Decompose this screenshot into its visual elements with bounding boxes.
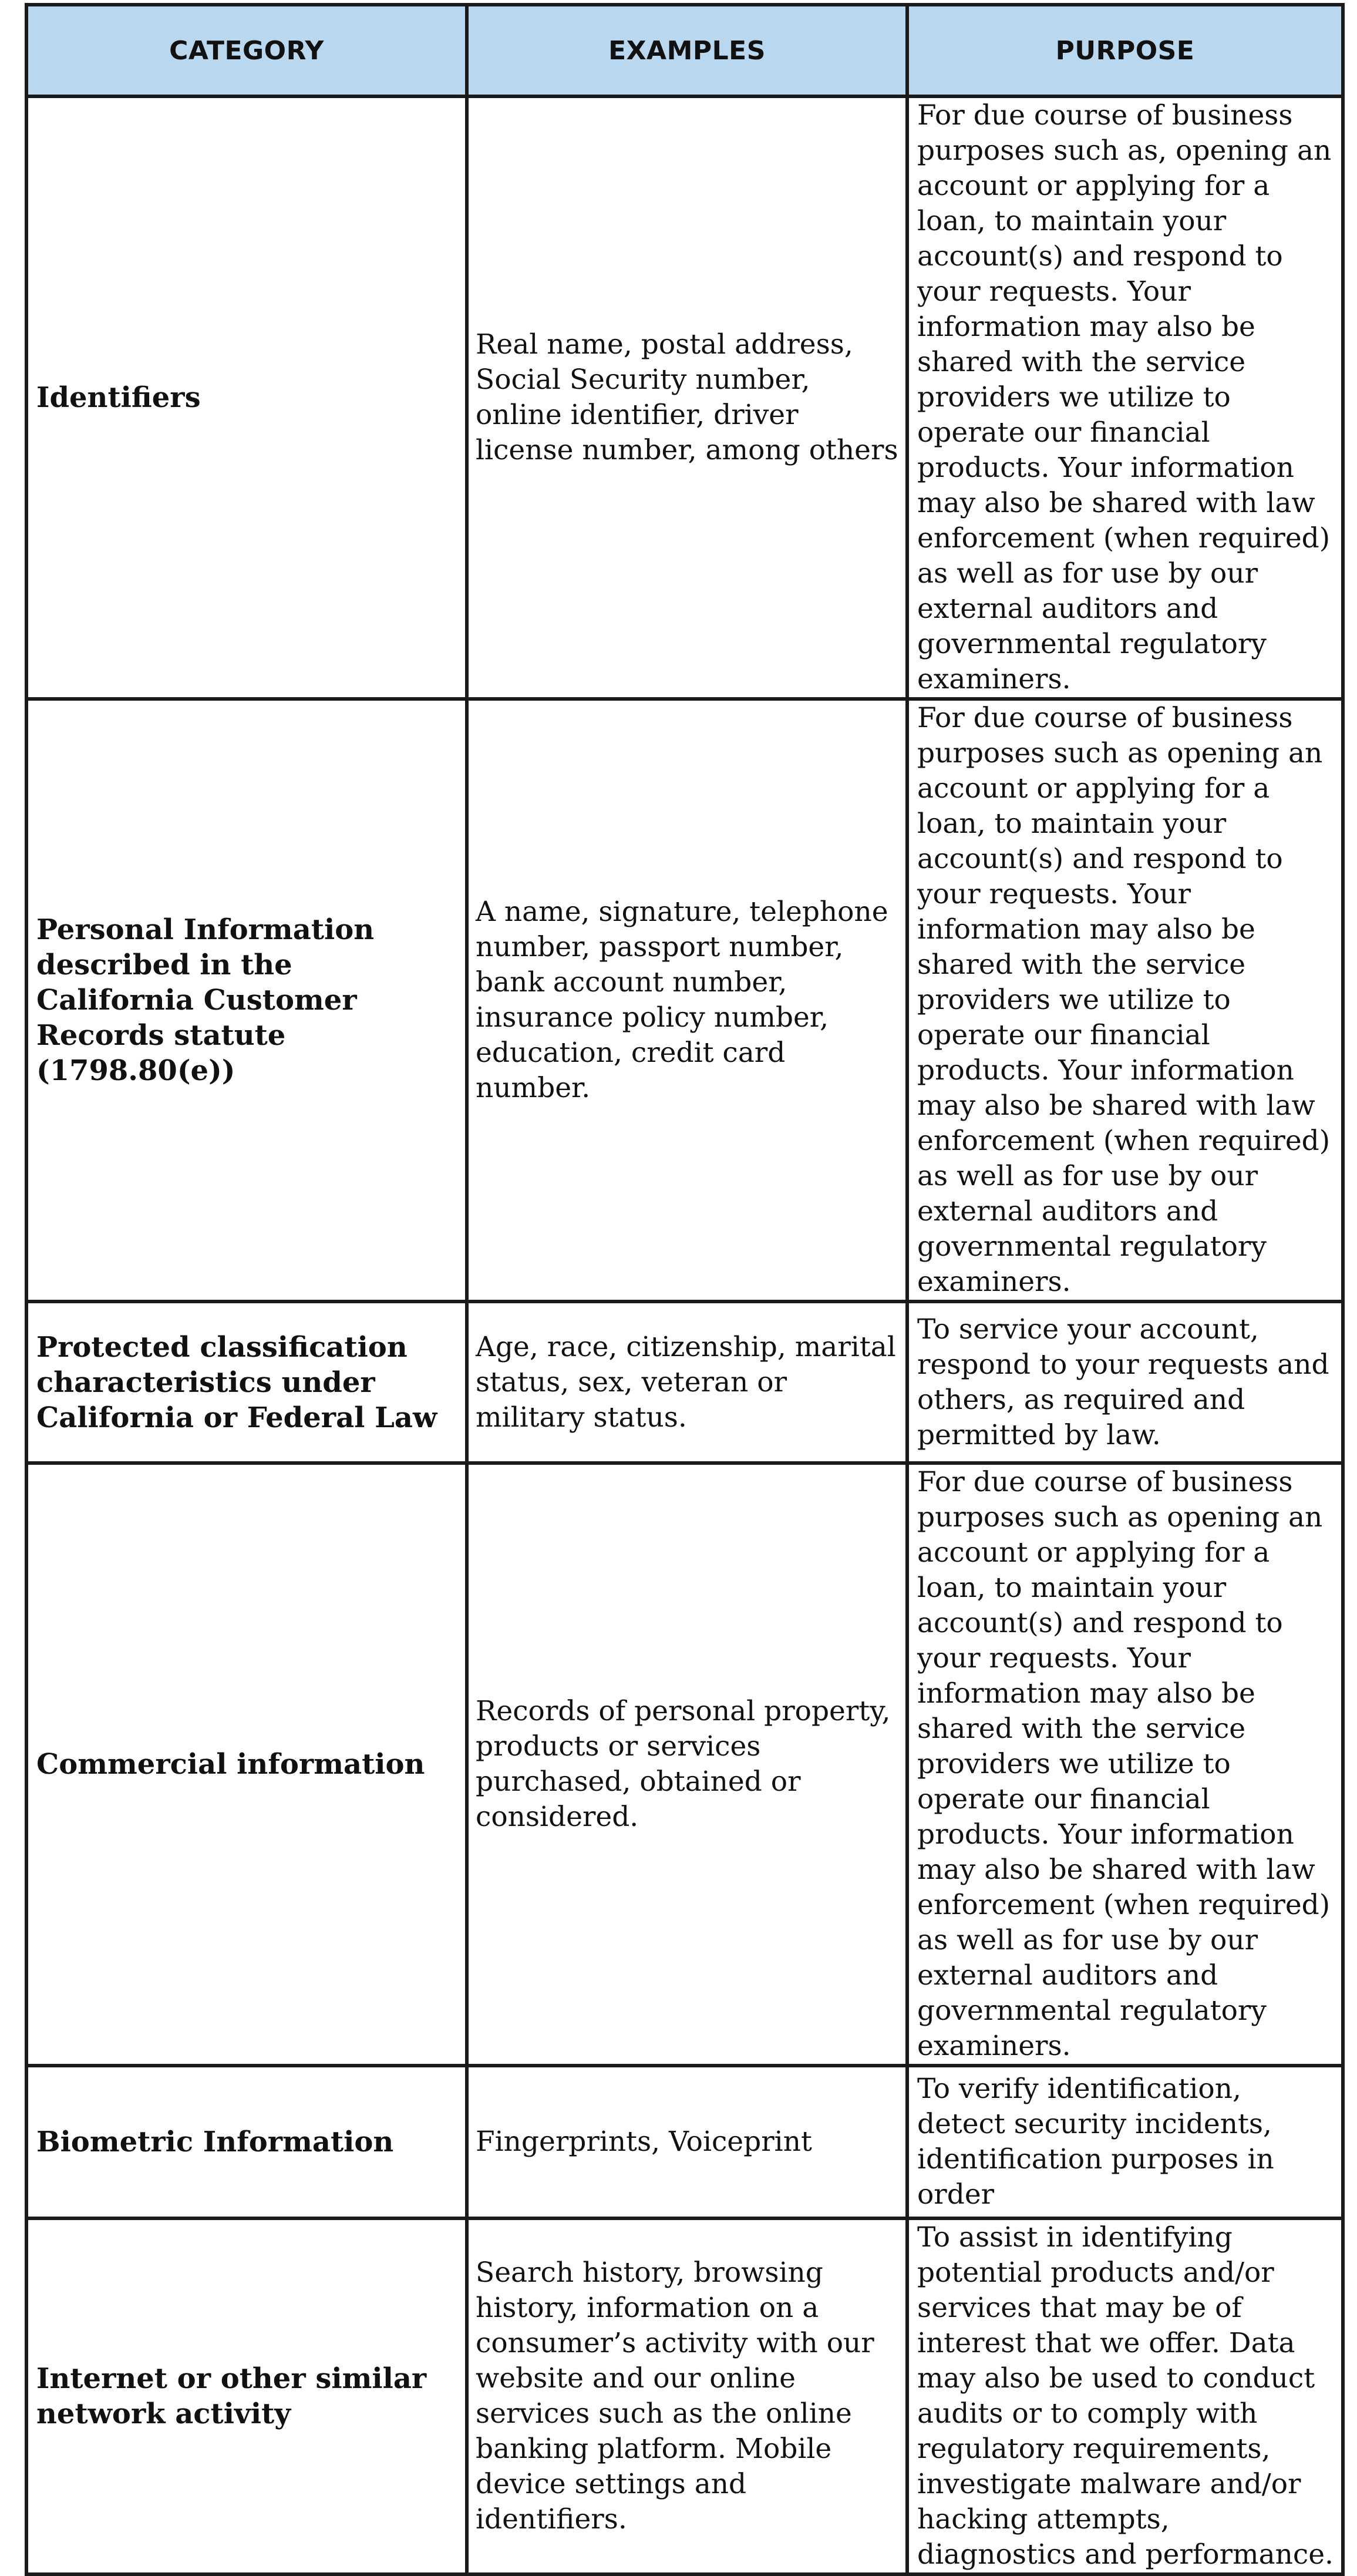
examples-cell: Records of personal property, products or services purchased, obtained or considered. — [467, 1463, 907, 2066]
examples-cell: Search history, browsing history, information on a consumer’s activity with our website and our online services such as the online banking platform. Mobile device settings and identifiers. — [467, 2218, 907, 2574]
table-row — [26, 1302, 1343, 1463]
purpose-cell: To assist in identifying potential products and/or services that may be of interest that we offer. Data may also be used to conduct audits or to comply with regulatory requirements, investigate malware and/or hacking attempts, diagnostics and performance. — [907, 2218, 1343, 2574]
examples-cell: Real name, postal address, Social Security number, online identifier, driver license number, among others — [467, 96, 907, 699]
purpose-cell: For due course of business purposes such as opening an account or applying for a loan, to maintain your account(s) and respond to your requests. Your information may also be shared with the service providers we utilize to operate our financial products. Your information may also be shared with law enforcement (when required) as well as for use by our external auditors and governmental regulatory examiners. — [907, 1463, 1343, 2066]
purpose-cell: For due course of business purposes such as opening an account or applying for a loan, to maintain your account(s) and respond to your requests. Your information may also be shared with the service providers we utilize to operate our financial products. Your information may also be shared with law enforcement (when required) as well as for use by our external auditors and governmental regulatory examiners. — [907, 699, 1343, 1302]
examples-cell: A name, signature, telephone number, passport number, bank account number, insurance policy number, education, credit card number. — [467, 699, 907, 1302]
table-row — [26, 699, 1343, 1302]
category-cell: Protected classification characteristics under California or Federal Law — [26, 1302, 467, 1463]
purpose-cell: For due course of business purposes such as, opening an account or applying for a loan, to maintain your account(s) and respond to your requests. Your information may also be shared with the service providers we utilize to operate our financial products. Your information may also be shared with law enforcement (when required) as well as for use by our external auditors and governmental regulatory examiners. — [907, 96, 1343, 699]
header-examples: EXAMPLES — [467, 5, 907, 96]
header-category: CATEGORY — [26, 5, 467, 96]
examples-cell: Fingerprints, Voiceprint — [467, 2066, 907, 2218]
category-cell: Biometric Information — [26, 2066, 467, 2218]
table-row — [26, 96, 1343, 699]
category-cell: Personal Information described in the California Customer Records statute (1798.80(e)) — [26, 699, 467, 1302]
table-row — [26, 2066, 1343, 2218]
examples-cell: Age, race, citizenship, marital status, sex, veteran or military status. — [467, 1302, 907, 1463]
category-cell: Internet or other similar network activity — [26, 2218, 467, 2574]
category-cell: Commercial information — [26, 1463, 467, 2066]
table-header-row — [26, 5, 1343, 96]
purpose-cell: To verify identification, detect security incidents, identification purposes in order — [907, 2066, 1343, 2218]
privacy-category-table — [25, 3, 1345, 2576]
purpose-cell: To service your account, respond to your requests and others, as required and permitted by law. — [907, 1302, 1343, 1463]
table-row — [26, 1463, 1343, 2066]
header-purpose: PURPOSE — [907, 5, 1343, 96]
table-row — [26, 2218, 1343, 2574]
category-cell: Identifiers — [26, 96, 467, 699]
